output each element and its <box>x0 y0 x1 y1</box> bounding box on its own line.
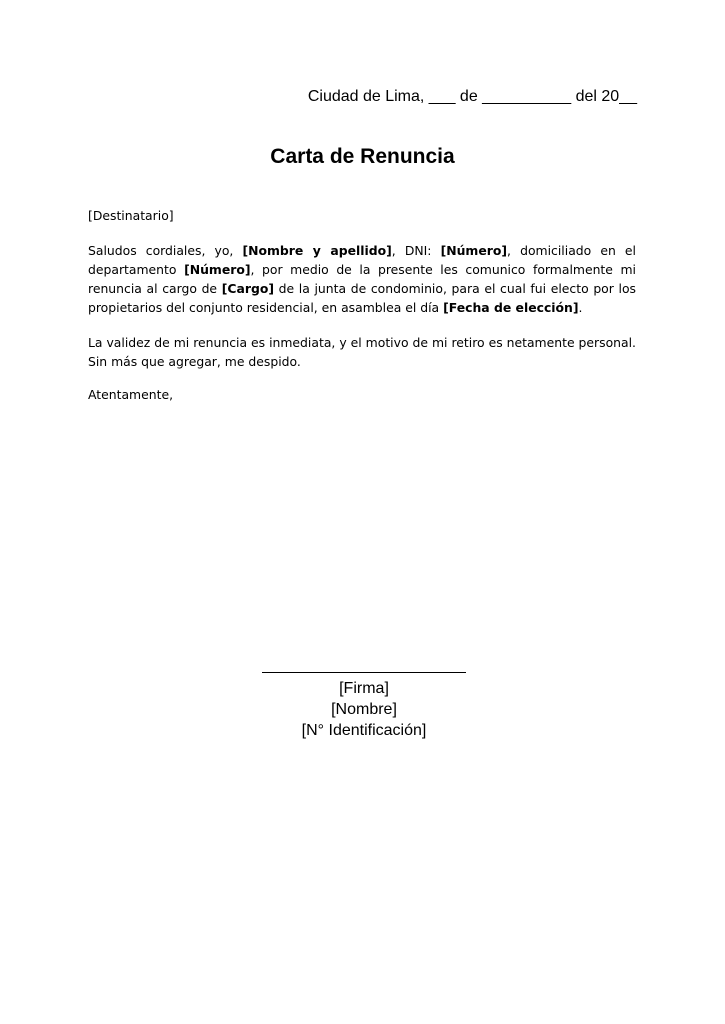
placeholder-dni: [Número] <box>440 243 508 258</box>
signature-firma: [Firma] <box>339 680 389 697</box>
paragraph-intro <box>88 241 636 317</box>
letter-title: Carta de Renuncia <box>270 145 455 168</box>
recipient: [Destinatario] <box>88 208 174 223</box>
paragraph-text: . <box>578 300 583 315</box>
paragraph-text: , DNI: <box>391 243 441 258</box>
paragraph-text: , por medio de la presente les comunico formalmente mi renuncia al cargo de <box>88 262 637 296</box>
date-line: Ciudad de Lima, ___ de __________ del 20__ <box>307 88 637 105</box>
placeholder-name: [Nombre y apellido] <box>242 243 392 258</box>
paragraph-reason: La validez de mi renuncia es inmediata, y el motivo de mi retiro es netamente personal. Sin más que agregar, me despido. <box>88 335 636 369</box>
placeholder-apartment: [Número] <box>184 262 251 277</box>
signature-nombre: [Nombre] <box>331 701 397 718</box>
signature-block <box>262 672 466 741</box>
placeholder-election-date: [Fecha de elección] <box>443 300 579 315</box>
signature-line <box>262 672 466 673</box>
placeholder-position: [Cargo] <box>221 281 274 296</box>
signature-identificacion: [N° Identificación] <box>301 722 427 739</box>
closing: Atentamente, <box>88 387 174 402</box>
paragraph-text: de la junta de condominio, para el cual fui electo por los propietarios del conjunto residencial, en asamblea el día <box>88 281 636 315</box>
paragraph-text: Saludos cordiales, yo, <box>88 243 243 258</box>
paragraph-text: , domiciliado en el departamento <box>88 243 636 277</box>
